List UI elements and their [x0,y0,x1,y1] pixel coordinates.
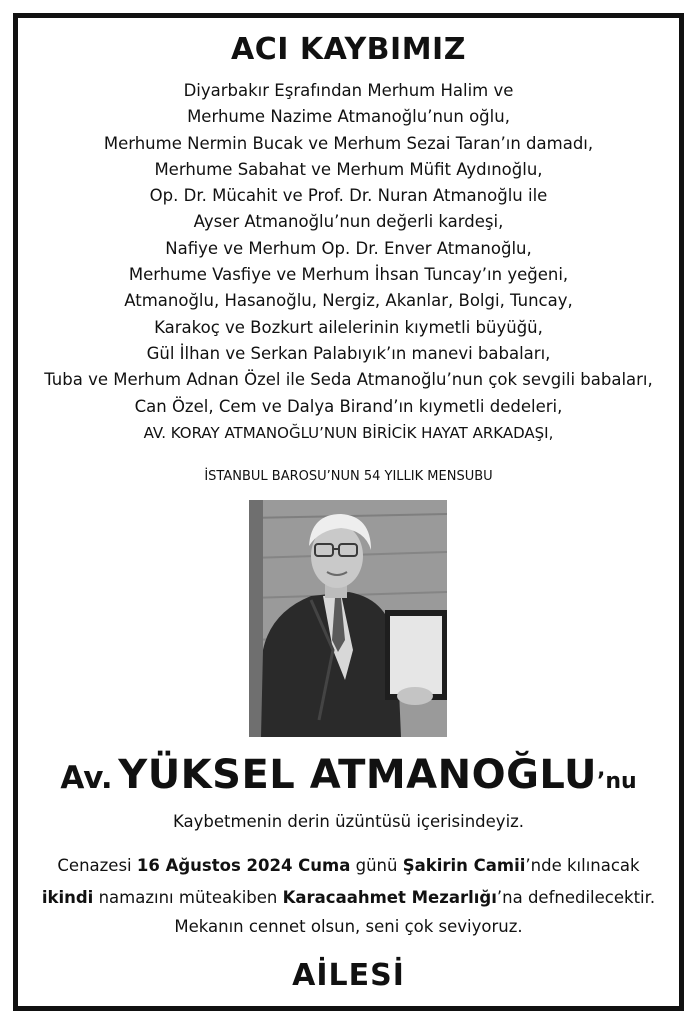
portrait-illustration [249,500,447,737]
portrait-photo [249,500,447,737]
funeral-text: günü [350,856,403,875]
funeral-mosque: Şakirin Camii [402,856,526,875]
funeral-line-1 [0,850,697,882]
funeral-text: namazını müteakiben [93,888,283,907]
family-line: Merhume Nermin Bucak ve Merhum Sezai Taran’ın damadı, [103,133,594,153]
funeral-date: 16 Ağustos 2024 Cuma [136,856,351,875]
family-line: Nafiye ve Merhum Op. Dr. Enver Atmanoğlu, [165,238,532,258]
funeral-text: ’nde kılınacak [525,856,640,875]
family-line: Op. Dr. Mücahit ve Prof. Dr. Nuran Atmanoğlu ile [149,186,548,206]
name-main: YÜKSEL ATMANOĞLU [118,752,597,798]
partner-line: AV. KORAY ATMANOĞLU’NUN BİRİCİK HAYAT ARKADAŞI, [143,424,554,442]
family-line: Merhume Nazime Atmanoğlu’nun oğlu, [187,107,510,127]
funeral-text: Cenazesi [57,856,137,875]
name-suffix: ’nu [596,769,637,794]
family-signature: AİLESİ [292,958,405,993]
funeral-prayer: ikindi [41,888,94,907]
family-line: Tuba ve Merhum Adnan Özel ile Seda Atmanoğlu’nun çok sevgili babaları, [44,370,653,390]
notice-heading: ACI KAYBIMIZ [231,32,466,67]
name-prefix: Av. [60,760,113,796]
family-line: Merhume Vasfiye ve Merhum İhsan Tuncay’ın yeğeni, [128,265,569,285]
deceased-name [0,752,697,798]
funeral-cemetery: Karacaahmet Mezarlığı [282,888,497,907]
funeral-info [0,850,697,914]
grief-line: Kaybetmenin derin üzüntüsü içerisindeyiz. [172,812,525,831]
farewell-line: Mekanın cennet olsun, seni çok seviyoruz. [174,917,523,936]
family-lines [0,78,697,420]
family-line: Merhume Sabahat ve Merhum Müfit Aydınoğlu, [154,159,543,179]
family-line: Karakoç ve Bozkurt ailelerinin kıymetli büyüğü, [154,317,543,337]
funeral-text: ’na defnedilecektir. [496,888,656,907]
family-line: Ayser Atmanoğlu’nun değerli kardeşi, [193,212,504,232]
bar-membership-line: İSTANBUL BAROSU’NUN 54 YILLIK MENSUBU [204,469,493,484]
funeral-line-2 [0,882,697,914]
family-line: Diyarbakır Eşrafından Merhum Halim ve [183,81,514,100]
family-line: Can Özel, Cem ve Dalya Birand’ın kıymetli dedeleri, [134,396,563,416]
family-line: Atmanoğlu, Hasanoğlu, Nergiz, Akanlar, Bolgi, Tuncay, [124,291,573,311]
family-line: Gül İlhan ve Serkan Palabıyık’ın manevi babaları, [146,343,551,363]
